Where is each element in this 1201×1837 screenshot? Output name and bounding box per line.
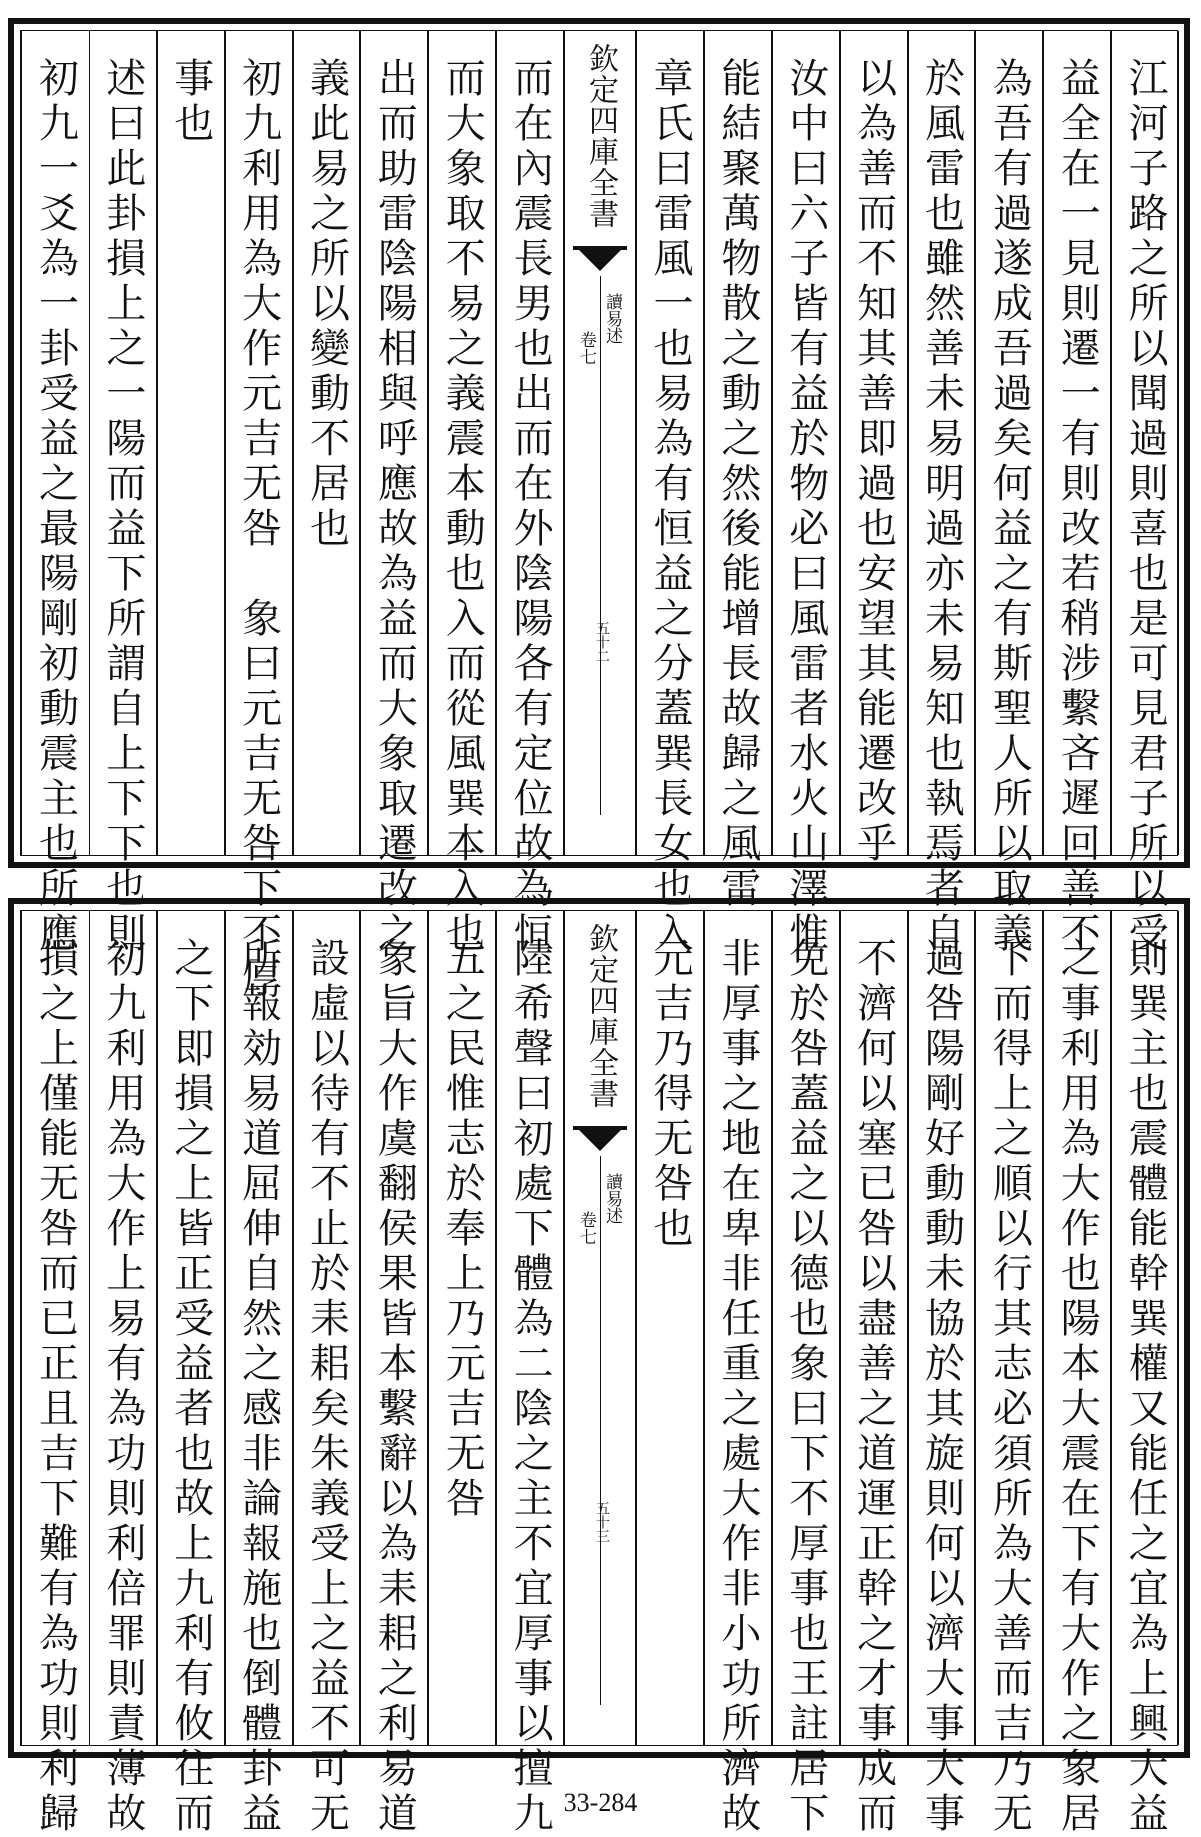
text-column — [360, 911, 428, 1837]
column-text: 非厚事之地在卑非任重之處大作非小功所濟故 — [714, 937, 761, 1837]
column-text: 元吉乃得无咎也 — [646, 937, 693, 1252]
column-text: 損之上僅能无咎而已正且吉下難有為功則利歸 — [32, 937, 79, 1837]
text-column — [293, 911, 361, 1837]
text-column — [496, 911, 564, 1837]
text-column — [975, 31, 1043, 957]
column-text: 初九一爻為一卦受益之最陽剛初動震主也所應 — [32, 57, 79, 957]
text-column — [1043, 31, 1111, 957]
text-column — [704, 911, 772, 1837]
column-text: 則巽主也震體能幹巽權又能任之宜為上興大益 — [1122, 937, 1169, 1837]
column-text: 出而助雷陰陽相與呼應故為益而大象取遷改之 — [371, 57, 418, 957]
text-column — [293, 31, 361, 855]
text-column — [840, 31, 908, 867]
top-page-column-grid — [20, 30, 1178, 1002]
top-page-border — [8, 18, 1190, 1002]
column-text: 以為善而不知其善即過也安望其能遷改乎 — [850, 57, 897, 867]
column-text: 益全在一見則遷一有則改若稍涉繫吝遲回善不 — [1054, 57, 1101, 957]
text-column — [908, 31, 976, 957]
column-text: 能結聚萬物散之動之然後能增長故歸之風雷 — [714, 57, 761, 912]
text-column — [1111, 31, 1179, 957]
header-folio: 五十二 — [594, 621, 610, 663]
header-title: 欽定四庫全書 — [583, 43, 618, 229]
column-text: 章氏曰雷風一也易為有恒益之分蓋巽長女也入 — [646, 57, 693, 957]
text-column — [428, 911, 496, 1745]
text-column — [1111, 911, 1179, 1837]
column-text: 述曰此卦損上之一陽而益下所謂自上下下也則 — [99, 57, 146, 957]
text-column — [840, 911, 908, 1837]
text-column — [1043, 911, 1111, 1837]
column-text: 於風雷也雖然善未易明過亦未易知也執焉者自 — [918, 57, 965, 957]
header-title: 欽定四庫全書 — [583, 923, 618, 1109]
fishtail-icon — [578, 1129, 622, 1151]
header-book-title: 讀易述 — [602, 293, 622, 344]
column-text: 而大象取不易之義震本動也入而從風巽本入也 — [439, 57, 486, 957]
text-column — [225, 911, 293, 1837]
text-column — [636, 31, 704, 957]
fold-line — [600, 1156, 601, 1705]
text-column — [157, 911, 225, 1837]
column-text: 初九利用為大作元吉无咎 象曰元吉无咎下不厚 — [235, 57, 282, 1002]
text-column — [21, 911, 89, 1837]
column-text: 之事利用為大作也陽本大震在下有大作之象居 — [1054, 937, 1101, 1837]
column-text: 不濟何以塞已咎以盡善之道運正幹之才事成而 — [850, 937, 897, 1837]
column-text: 下而得上之順以行其志必須所為大善而吉乃无 — [986, 937, 1033, 1837]
header-folio: 五十三 — [594, 1501, 610, 1543]
text-column — [636, 911, 704, 1745]
column-text: 汝中曰六子皆有益於物必曰風雷者水火山澤惟 — [782, 57, 829, 957]
text-column — [21, 31, 89, 957]
center-fold-column — [564, 911, 636, 1745]
header-volume: 卷七 — [576, 331, 596, 365]
fishtail-icon — [578, 249, 622, 271]
column-text: 象旨大作虞翻侯果皆本繫辭以為耒耜之利易道 — [371, 937, 418, 1837]
column-text: 事也 — [167, 57, 214, 147]
text-column — [908, 911, 976, 1837]
fold-line — [600, 276, 601, 815]
text-column — [704, 31, 772, 912]
column-text: 免於咎蓋益之以德也象曰下不厚事也王註居下 — [782, 937, 829, 1837]
column-text: 設虛以待有不止於耒耜矣朱義受上之益不可无 — [303, 937, 350, 1837]
column-text: 為吾有過遂成吾過矣何益之有斯聖人所以取義 — [986, 57, 1033, 957]
header-book-title: 讀易述 — [602, 1173, 622, 1224]
header-volume: 卷七 — [576, 1211, 596, 1245]
center-fold-column — [564, 31, 636, 855]
text-column — [360, 31, 428, 957]
column-text: 而在內震長男也出而在外陰陽各有定位故為恒 — [507, 57, 554, 957]
column-text: 江河子路之所以聞過則喜也是可見君子所以受 — [1122, 57, 1169, 957]
column-text: 所報効易道屈伸自然之感非論報施也倒體卦益 — [235, 937, 282, 1837]
text-column — [225, 31, 293, 1002]
column-text: 過咎陽剛好動動未協於其旋則何以濟大事大事 — [918, 937, 965, 1837]
column-text: 義此易之所以變動不居也 — [303, 57, 350, 552]
page-number: 33-284 — [563, 1788, 638, 1817]
text-column — [89, 31, 157, 957]
text-column — [772, 911, 840, 1837]
column-text: 之下即損之上皆正受益者也故上九利有攸往而 — [167, 937, 214, 1837]
text-column — [89, 911, 157, 1837]
text-column — [772, 31, 840, 957]
text-column — [157, 31, 225, 855]
text-column — [975, 911, 1043, 1837]
top-page — [0, 18, 1201, 1002]
text-column — [428, 31, 496, 957]
column-text: 陸希聲曰初處下體為二陰之主不宜厚事以擅九 — [507, 937, 554, 1837]
column-text: 初九利用為大作上易有為功則利倍罪則責薄故 — [99, 937, 146, 1837]
text-column — [496, 31, 564, 957]
column-text: 五之民惟志於奉上乃元吉无咎 — [439, 937, 486, 1522]
